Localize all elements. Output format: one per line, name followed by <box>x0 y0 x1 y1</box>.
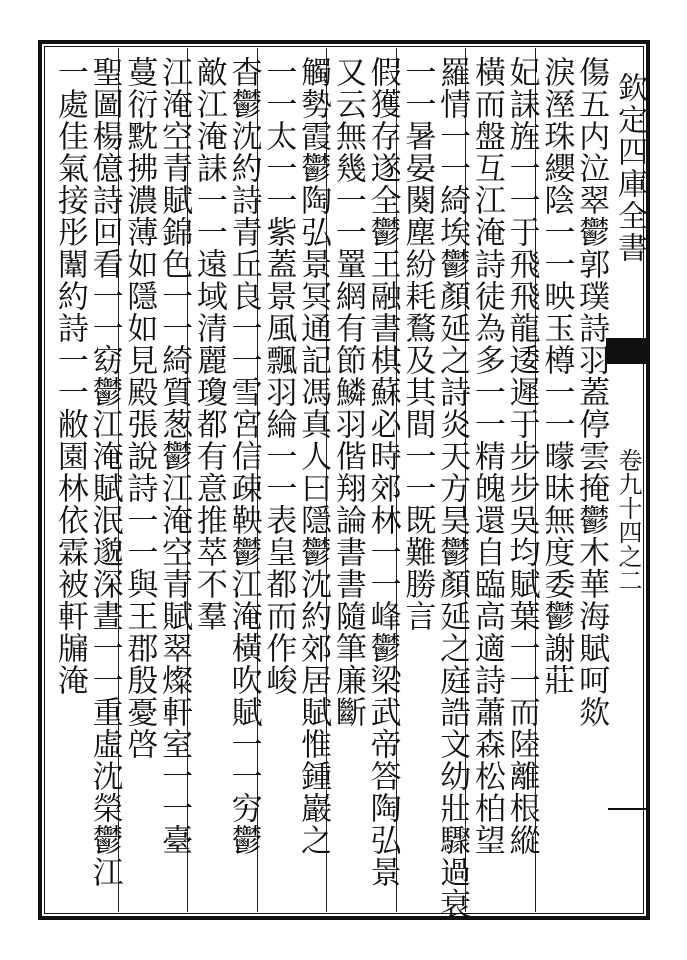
volume-label: 卷九十四之二 <box>614 448 642 592</box>
text-column-12: 敵江淹誄一一遠域清麗瓊都有意推萃不羣 <box>190 56 227 632</box>
text-column-8: 又云無幾一一罿網有節鱗羽偕翔論書書隨筆廉斷 <box>329 56 366 728</box>
text-column-6: 一一暑晏闋塵紛耗鶩及其間一一既難勝言 <box>399 56 436 632</box>
text-column-11: 杳鬱沈約詩青丘良一一雪宮信疎鞅鬱江淹橫吹賦一一穷鬱 <box>225 56 262 856</box>
page-header-column <box>606 48 648 912</box>
text-column-2: 淚溼珠纓陰一一映玉樽一一曚昧無度委鬱謝莊 <box>538 56 575 696</box>
book-title: 欽定四庫全書 <box>612 72 647 264</box>
text-column-13: 江淹空青賦錦色一一綺質葱鬱江淹空青賦翠燦軒室一一臺 <box>156 56 193 856</box>
text-column-3: 妃誄旌一一于飛飛龍逶遲于步步吳均賦葉一一而陸離根縱 <box>503 56 540 856</box>
text-column-10: 一一太一一紫蓋景風飄羽綸一一表皇都而作峻 <box>260 56 297 696</box>
text-column-15: 聖圖楊億詩回看一一窈鬱江淹賦泯邈深晝一一重虛沈榮鬱江 <box>86 56 123 888</box>
text-column-16: 一處佳氣接彤闈約詩一一敝園林依霖被軒牖淹 <box>51 56 88 696</box>
text-column-5: 羅情一一綺埃鬱顏延之詩炎天方昊鬱顏延之庭誥文幼壯驟過衰 <box>434 56 471 920</box>
text-column-14: 蔓衍黕拂濃薄如隱如見殿張說詩一一與王郡殷憂啓 <box>121 56 158 760</box>
text-column-1: 傷五内泣翠鬱郭璞詩羽蓋停雲掩鬱木華海賦呵欻 <box>573 56 610 728</box>
text-column-9: 觸勢霞鬱陶弘景冥通記馮真人曰隱鬱沈約郊居賦惟鍾巖之 <box>295 56 332 856</box>
text-column-7: 假獲存遂全鬱王融書棋蘇必時郊林一一峰鬱梁武帝答陶弘景 <box>364 56 401 888</box>
header-rule <box>608 808 646 810</box>
fish-tail-mark <box>606 338 648 364</box>
text-column-4: 橫而盤互江淹詩徒為多一一精魄還自臨高適詩蕭森松柏望 <box>468 56 505 856</box>
